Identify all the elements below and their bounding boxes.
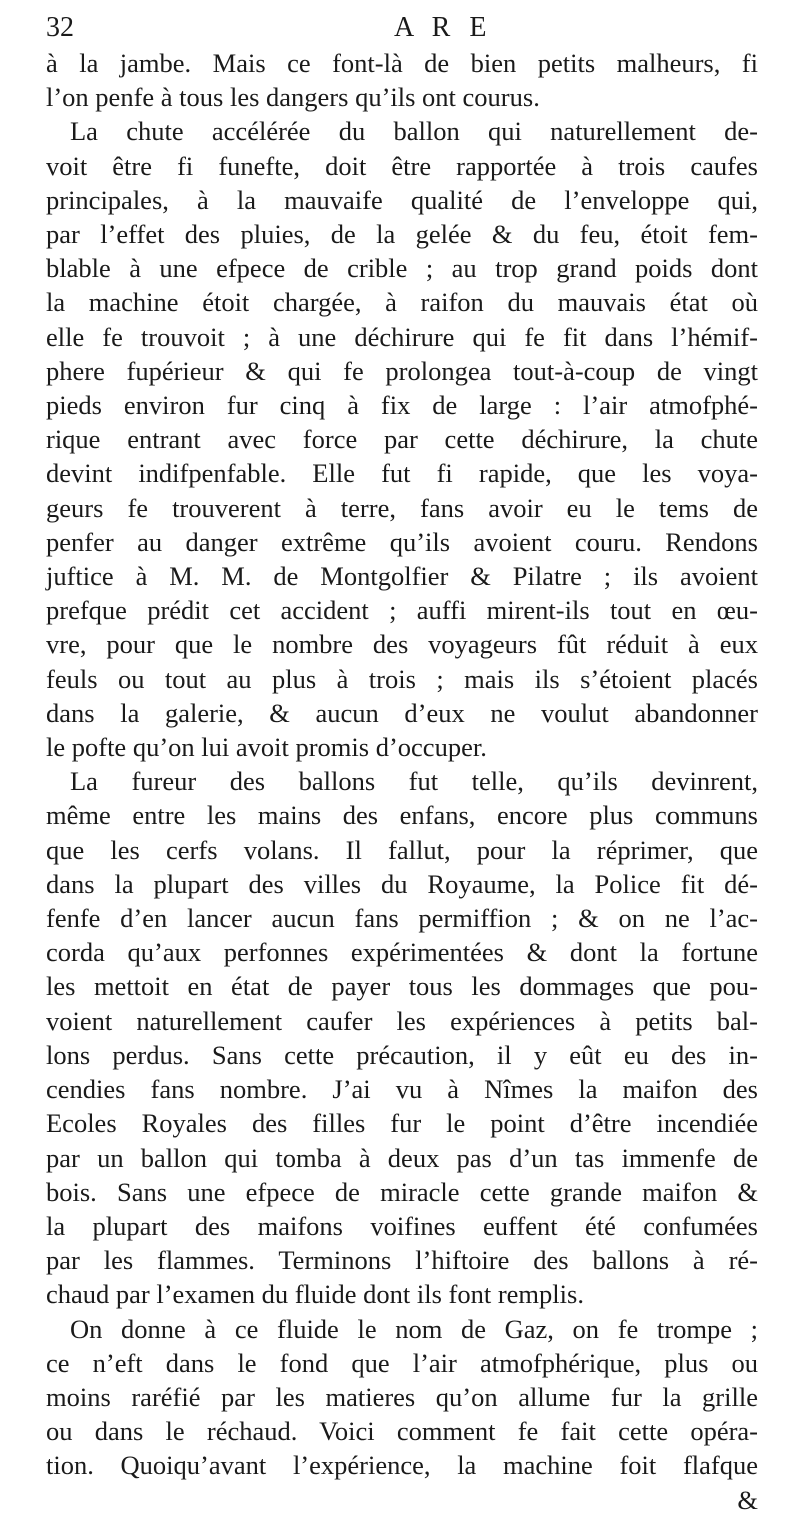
text-line: même entre les mains des enfans, encore plus communs [46, 800, 758, 831]
body-text [46, 46, 758, 1517]
text-line: la plupart des maifons voifines euffent été confumées [46, 1210, 758, 1241]
text-line: ce n’eft dans le fond que l’air atmofphérique, plus ou [46, 1347, 758, 1378]
text-line: par un ballon qui tomba à deux pas d’un tas immenfe de [46, 1142, 758, 1173]
text-line: blable à une efpece de crible ; au trop grand poids dont [46, 253, 758, 284]
text-line: principales, à la mauvaife qualité de l’enveloppe qui, [46, 184, 758, 215]
book-page [46, 10, 758, 1517]
text-line: chaud par l’examen du fluide dont ils font remplis. [46, 1279, 584, 1310]
text-line: que les cerfs volans. Il fallut, pour la réprimer, que [46, 834, 758, 865]
text-line: phere fupérieur & qui fe prolongea tout-à-coup de vingt [46, 355, 758, 386]
text-line: par les flammes. Terminons l’hiftoire des ballons à ré- [46, 1245, 758, 1276]
text-line: le pofte qu’on lui avoit promis d’occuper. [46, 732, 487, 763]
text-line: tion. Quoiqu’avant l’expérience, la machine foit flafque [46, 1450, 758, 1481]
text-line: La chute accélérée du ballon qui naturellement de- [70, 116, 758, 147]
text-line: voit être fi funefte, doit être rapportée à trois caufes [46, 150, 758, 181]
running-head: A R E [394, 12, 493, 43]
text-line: feuls ou tout au plus à trois ; mais ils s’étoient placés [46, 663, 758, 694]
text-line: par l’effet des pluies, de la gelée & du feu, étoit fem- [46, 219, 758, 250]
text-line: geurs fe trouverent à terre, fans avoir eu le tems de [46, 492, 758, 523]
text-line: dans la galerie, & aucun d’eux ne voulut abandonner [46, 697, 758, 728]
text-line: prefque prédit cet accident ; auffi mirent-ils tout en œu- [46, 595, 758, 626]
text-line: ou dans le réchaud. Voici comment fe fait cette opéra- [46, 1416, 758, 1447]
text-line: moins raréfié par les matieres qu’on allume fur la grille [46, 1381, 758, 1412]
text-line: voient naturellement caufer les expériences à petits bal- [46, 1005, 758, 1036]
text-line: juftice à M. M. de Montgolfier & Pilatre ; ils avoient [46, 561, 758, 592]
text-line: penfer au danger extrême qu’ils avoient couru. Rendons [46, 526, 758, 557]
text-line: corda qu’aux perfonnes expérimentées & dont la fortune [46, 937, 758, 968]
text-line: fenfe d’en lancer aucun fans permiffion ; & on ne l’ac- [46, 903, 758, 934]
text-line: vre, pour que le nombre des voyageurs fût réduit à eux [46, 629, 758, 660]
text-line: elle fe trouvoit ; à une déchirure qui fe fit dans l’hémif- [46, 321, 758, 352]
page-number: 32 [46, 12, 74, 43]
text-line: On donne à ce fluide le nom de Gaz, on fe trompe ; [70, 1313, 758, 1344]
text-line: lons perdus. Sans cette précaution, il y eût eu des in- [46, 1039, 758, 1070]
text-line: rique entrant avec force par cette déchirure, la chute [46, 424, 758, 455]
text-line: les mettoit en état de payer tous les dommages que pou- [46, 971, 758, 1002]
text-line: bois. Sans une efpece de miracle cette grande maifon & [46, 1176, 758, 1207]
text-line: à la jambe. Mais ce font-là de bien petits malheurs, fi [46, 48, 758, 78]
text-line: La fureur des ballons fut telle, qu’ils devinrent, [70, 766, 758, 797]
text-line: dans la plupart des villes du Royaume, la Police fit dé- [46, 868, 758, 899]
catchword: & [737, 1484, 758, 1515]
text-line: Ecoles Royales des filles fur le point d’être incendiée [46, 1108, 758, 1139]
text-line: la machine étoit chargée, à raifon du mauvais état où [46, 287, 758, 318]
text-line: devint indifpenfable. Elle fut fi rapide, que les voya- [46, 458, 758, 489]
page-header [46, 10, 758, 46]
text-line: l’on penfe à tous les dangers qu’ils ont courus. [46, 82, 540, 113]
text-line: pieds environ fur cinq à fix de large : l’air atmofphé- [46, 390, 758, 421]
text-line: cendies fans nombre. J’ai vu à Nîmes la maifon des [46, 1074, 758, 1105]
